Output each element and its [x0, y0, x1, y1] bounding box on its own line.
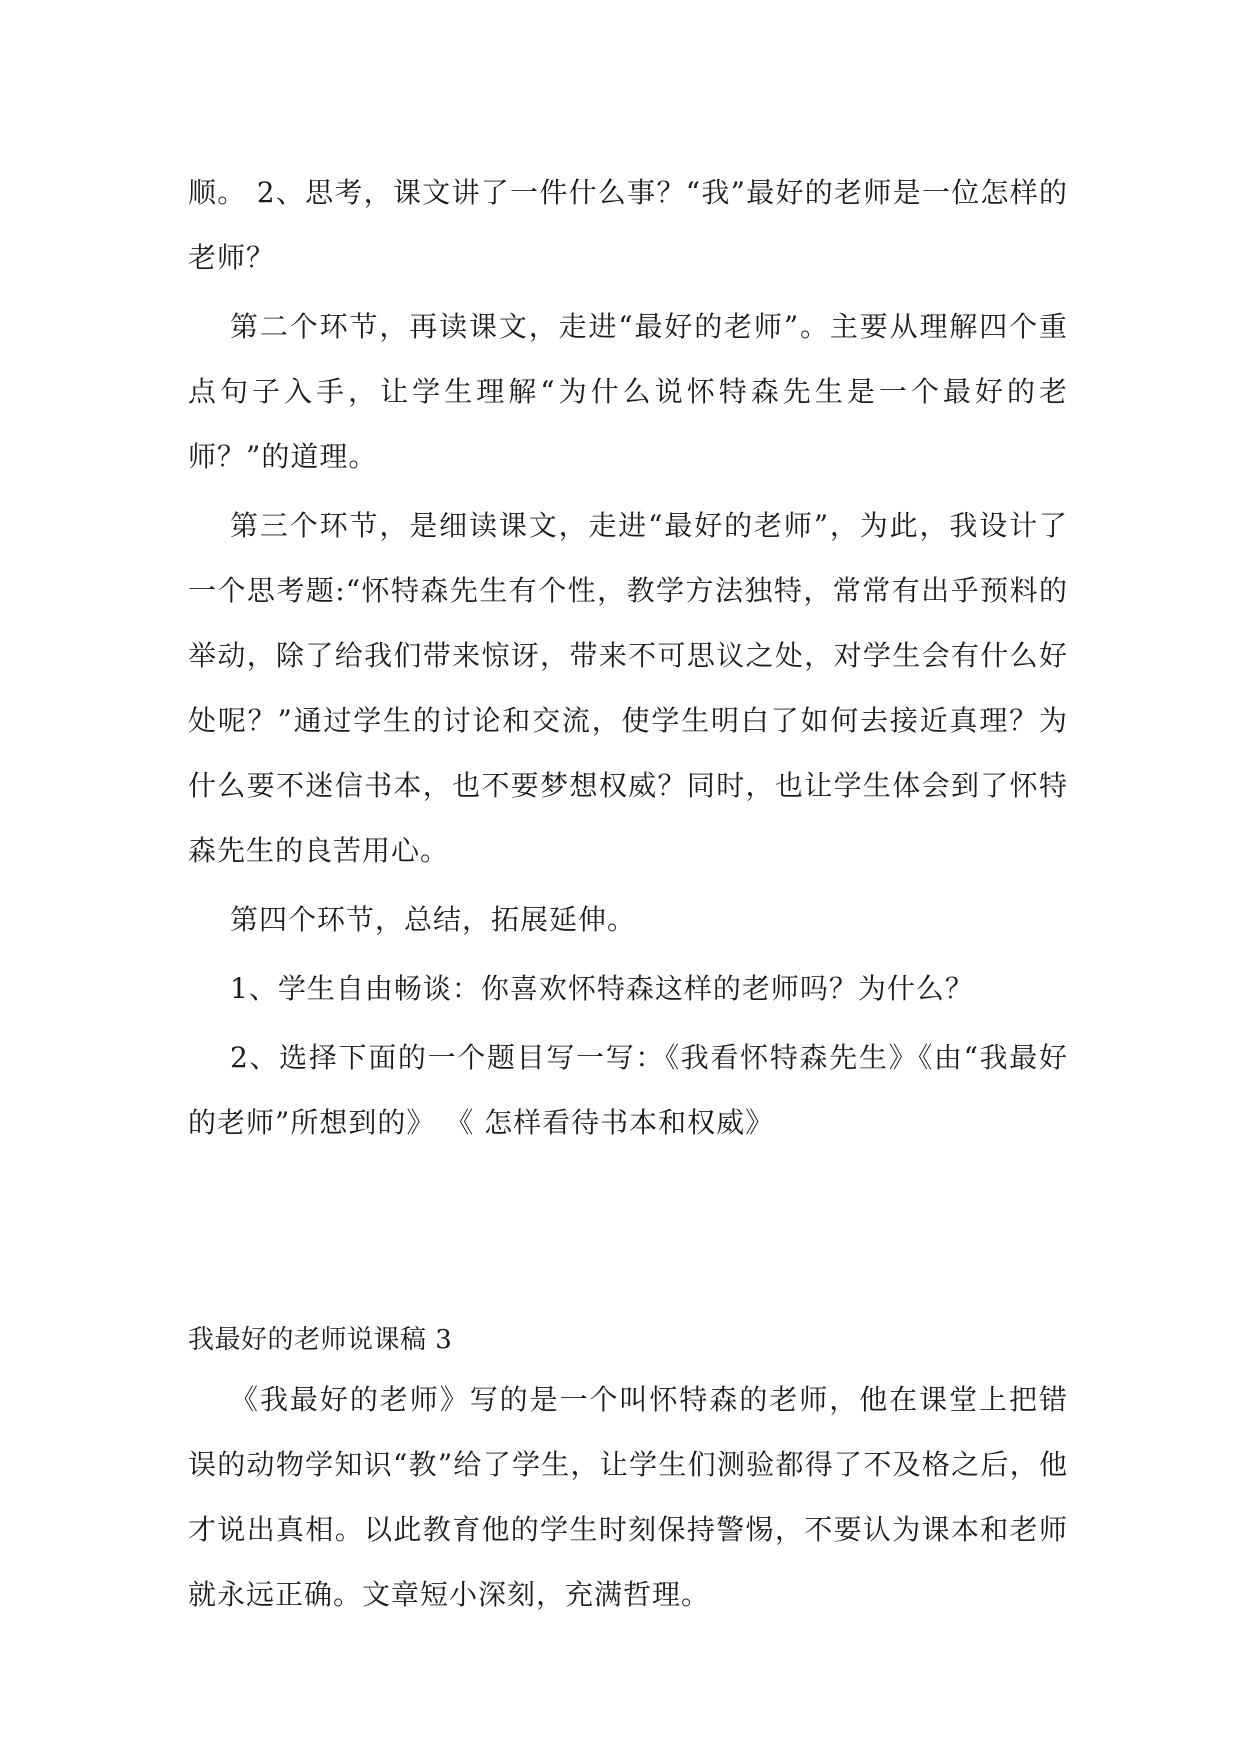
paragraph-item-one: 1、学生自由畅谈：你喜欢怀特森这样的老师吗？为什么？ — [230, 972, 974, 1005]
section-title: 我最好的老师说课稿 3 — [188, 1325, 453, 1355]
paragraph-step-two: 第二个环节，再读课文，走进“最好的老师”。主要从理解四个重点句子入手，让学生理解“为什么说怀特森先生是一个最好的老师？”的道理。 — [188, 310, 1068, 473]
document-page — [188, 160, 1068, 1627]
paragraph-step-four: 第四个环节，总结，拓展延伸。 — [230, 903, 637, 936]
paragraph-continuation: 顺。 2、思考，课文讲了一件什么事？“我”最好的老师是一位怎样的老师？ — [188, 176, 1068, 274]
paragraph-item-two: 2、选择下面的一个题目写一写：《我看怀特森先生》《由“我最好的老师”所想到的》 《 怎样看待书本和权威》 — [188, 1041, 1068, 1139]
paragraph-step-three: 第三个环节，是细读课文，走进“最好的老师”，为此，我设计了一个思考题:“怀特森先生有个性，教学方法独特，常常有出乎预料的举动，除了给我们带来惊讶，带来不可思议之处，对学生会有什么好处呢？”通过学生的讨论和交流，使学生明白了如何去接近真理？为什么要不迷信书本，也不要梦想权威？同时，也让学生体会到了怀特森先生的良苦用心。 — [188, 509, 1068, 867]
section-paragraph: 《我最好的老师》写的是一个叫怀特森的老师，他在课堂上把错误的动物学知识“教”给了学生，让学生们测验都得了不及格之后，他才说出真相。以此教育他的学生时刻保持警惕，不要认为课本和老师就永远正确。文章短小深刻，充满哲理。 — [188, 1383, 1068, 1611]
